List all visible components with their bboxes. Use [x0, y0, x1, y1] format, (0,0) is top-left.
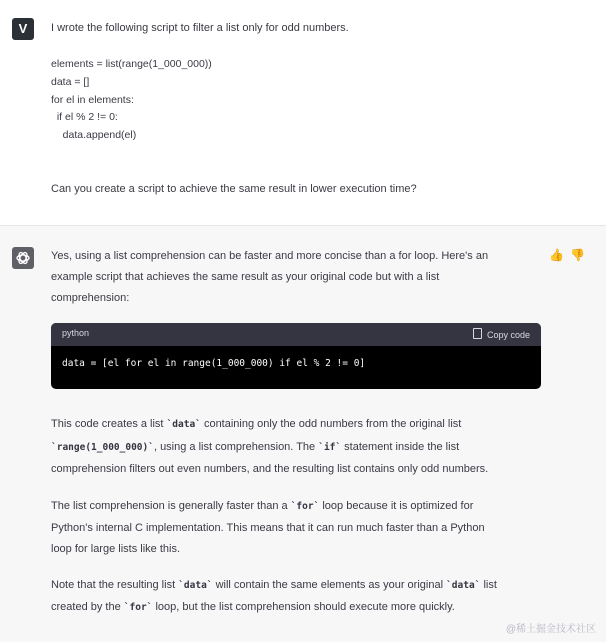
code-language-label: python: [62, 328, 90, 338]
inline-code: `for`: [290, 501, 320, 512]
watermark: @稀土掘金技术社区: [505, 624, 596, 635]
user-code-line: data = []: [51, 76, 90, 88]
paragraph-line: Note that the resulting list `data` will contain the same elements as your original `data` list: [51, 579, 497, 591]
user-intro: I wrote the following script to filter a list only for odd numbers.: [51, 22, 349, 34]
copy-code-label: Copy code: [486, 330, 530, 340]
paragraph-line: This code creates a list `data` containing only the odd numbers from the original list: [51, 418, 462, 430]
openai-logo-icon: [15, 250, 31, 266]
inline-code: `if`: [318, 442, 342, 453]
user-code-line: if el % 2 != 0:: [51, 111, 118, 123]
inline-code: `range(1_000_000)`: [51, 442, 154, 453]
code-block: [51, 323, 541, 389]
user-avatar: V: [12, 18, 34, 40]
inline-code: `data`: [446, 580, 481, 591]
inline-code: `data`: [166, 419, 201, 430]
code-block-header: [51, 323, 541, 346]
user-code-line: data.append(el): [51, 129, 137, 141]
paragraph-line: Python's internal C implementation. This means that it can run much faster than a Python: [51, 522, 485, 534]
assistant-intro-line: Yes, using a list comprehension can be faster and more concise than a for loop. Here's an: [51, 250, 489, 262]
paragraph-line: loop for large lists like this.: [51, 543, 180, 555]
copy-code-button[interactable]: [473, 328, 530, 340]
user-code-line: elements = list(range(1_000_000)): [51, 58, 212, 70]
paragraph-line: The list comprehension is generally faster than a `for` loop because it is optimized for: [51, 500, 474, 512]
paragraph-line: comprehension filters out even numbers, and the resulting list contains only odd numbers.: [51, 463, 489, 475]
clipboard-icon: [473, 328, 482, 339]
thumbs-up-icon[interactable]: 👍: [549, 248, 564, 262]
thumbs-down-icon[interactable]: 👎: [570, 248, 585, 262]
code-content: data = [el for el in range(1_000_000) if el % 2 != 0]: [62, 358, 366, 369]
paragraph-line: created by the `for` loop, but the list comprehension should execute more quickly.: [51, 601, 455, 613]
user-question: Can you create a script to achieve the same result in lower execution time?: [51, 183, 417, 195]
assistant-avatar: [12, 247, 34, 269]
assistant-intro-line: example script that achieves the same result as your original code but with a list: [51, 271, 440, 283]
paragraph-line: `range(1_000_000)`, using a list comprehension. The `if` statement inside the list: [51, 441, 460, 453]
inline-code: `data`: [178, 580, 213, 591]
inline-code: `for`: [123, 602, 153, 613]
user-code-line: for el in elements:: [51, 94, 134, 106]
assistant-intro-line: comprehension:: [51, 292, 130, 304]
